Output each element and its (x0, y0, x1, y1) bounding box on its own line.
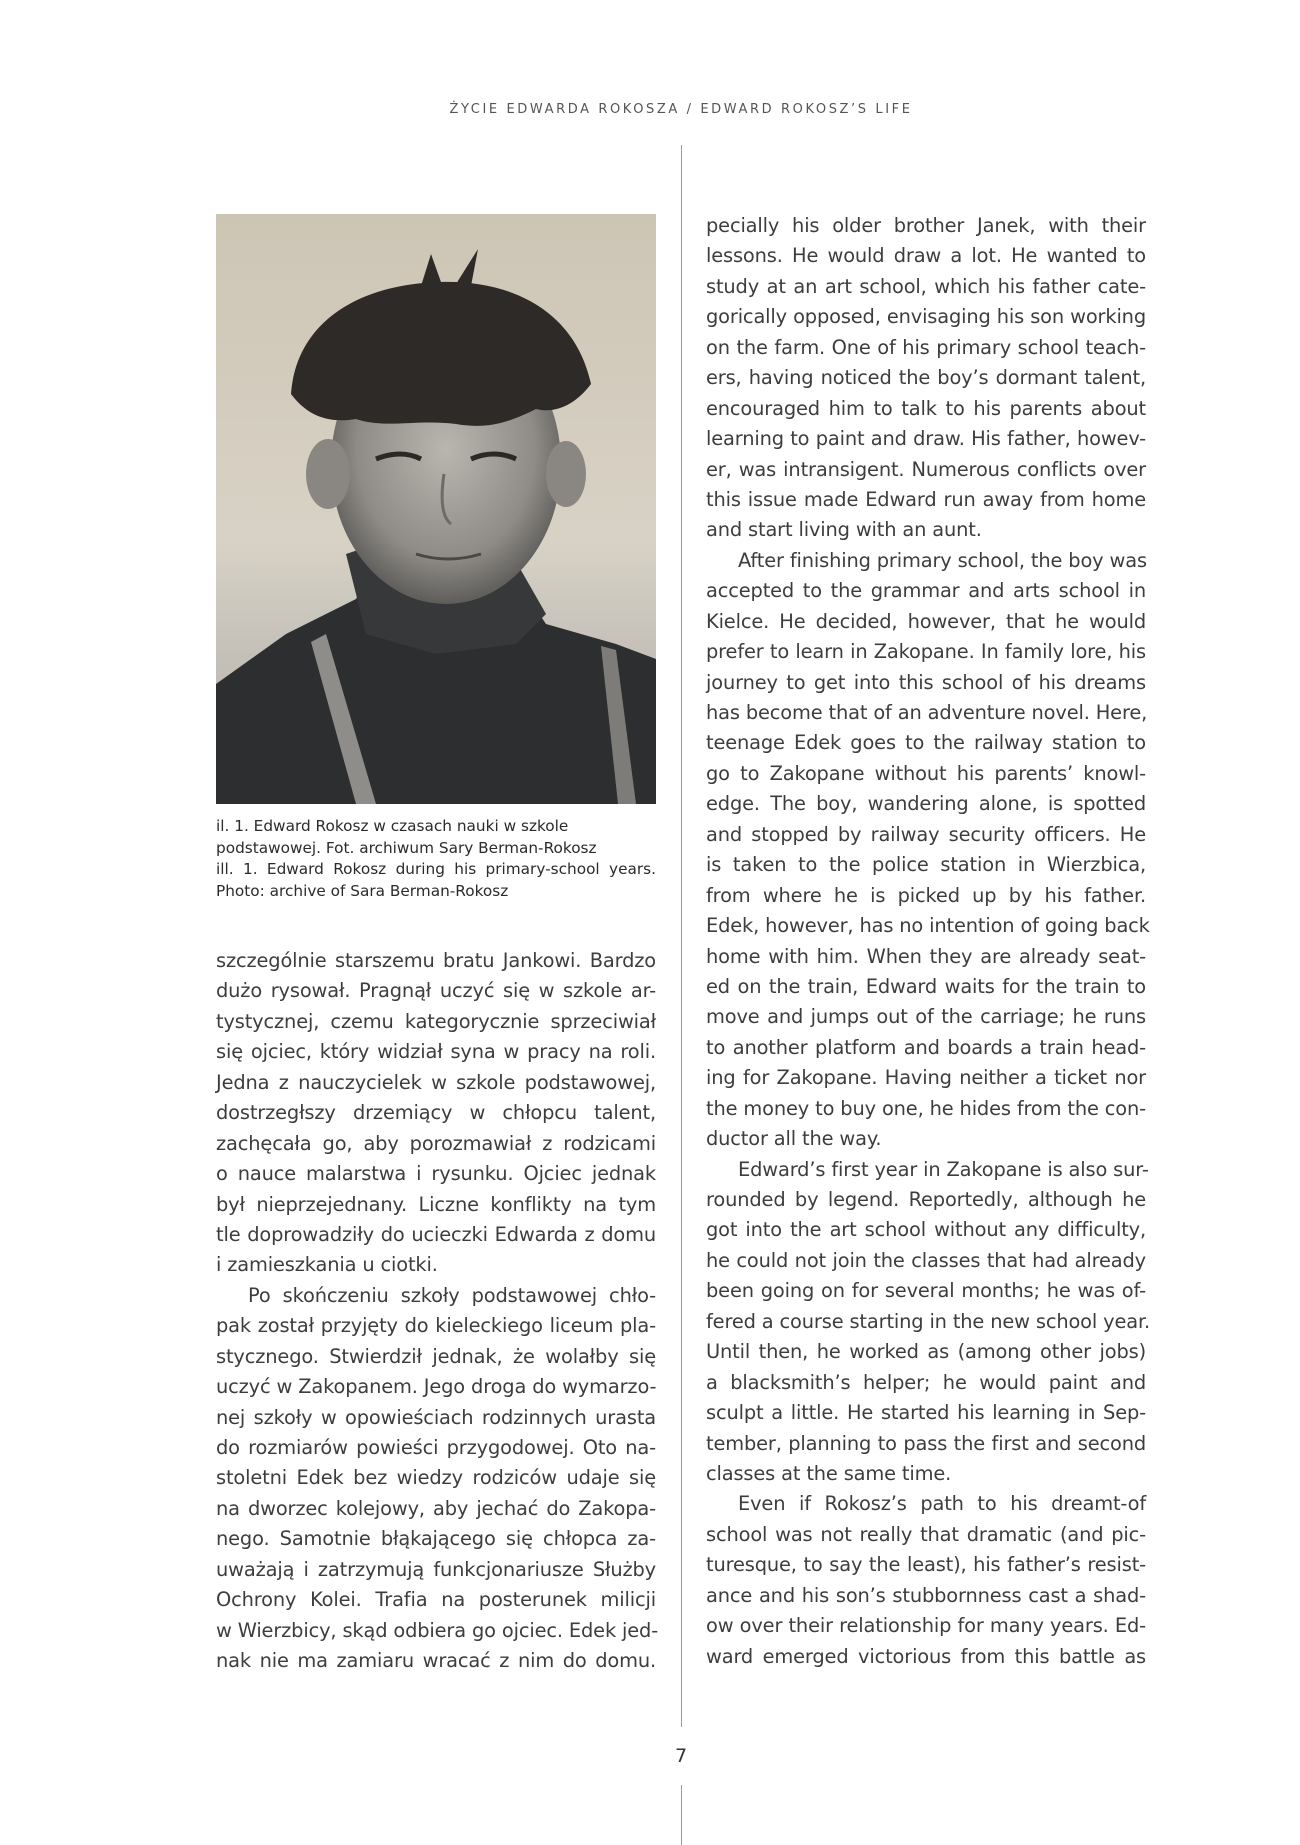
text-line: from where he is picked up by his father. (706, 883, 1146, 907)
caption-line-en-1: ill. 1. Edward Rokosz during his primary-school years. (216, 860, 656, 878)
text-line: zachęcała go, aby porozmawiał z rodzicami (216, 1131, 656, 1155)
text-line: is taken to the police station in Wierzbica, (706, 853, 1146, 877)
text-line: sculpt a little. He started his learning in Sep- (706, 1401, 1146, 1425)
text-line: ductor all the way. (706, 1127, 882, 1151)
text-line: Kielce. He decided, however, that he would (706, 609, 1146, 633)
text-line: nej szkoły w opowieściach rodzinnych urasta (216, 1405, 656, 1429)
text-line: study at an art school, which his father cate- (706, 274, 1146, 298)
running-head: ŻYCIE EDWARDA ROKOSZA / EDWARD ROKOSZ’S LIFE (449, 102, 913, 117)
text-line: to another platform and boards a train head- (706, 1035, 1146, 1059)
text-line: er, was intransigent. Numerous conflicts over (706, 457, 1146, 481)
text-line: tember, planning to pass the first and second (706, 1431, 1146, 1455)
text-line: stycznego. Stwierdził jednak, że wolałby się (216, 1344, 656, 1368)
text-line: gorically opposed, envisaging his son working (706, 305, 1146, 329)
text-line: nak nie ma zamiaru wracać z nim do domu. (216, 1649, 656, 1673)
text-line: ow over their relationship for many years. Ed- (706, 1614, 1146, 1638)
text-line: ed on the train, Edward waits for the train to (706, 974, 1146, 998)
text-line: nego. Samotnie błąkającego się chłopca za- (216, 1527, 656, 1551)
page-number: 7 (674, 1745, 688, 1767)
text-line: a blacksmith’s helper; he would paint and (706, 1370, 1146, 1394)
column-divider-lower (681, 1785, 682, 1845)
text-line: journey to get into this school of his dreams (706, 670, 1146, 694)
text-line: home with him. When they are already seat- (706, 944, 1146, 968)
text-line: classes at the same time. (706, 1461, 952, 1485)
text-line: and stopped by railway security officers. He (706, 822, 1146, 846)
text-line: turesque, to say the least), his father’s resist- (706, 1553, 1146, 1577)
text-line: uczyć w Zakopanem. Jego droga do wymarzo- (216, 1375, 657, 1399)
text-line: się ojciec, który widział syna w pracy na roli. (216, 1040, 656, 1064)
text-line: this issue made Edward run away from home (706, 487, 1146, 511)
text-line: tle doprowadziły do ucieczki Edwarda z domu (216, 1222, 656, 1246)
text-line: accepted to the grammar and arts school in (706, 579, 1146, 603)
text-line: ers, having noticed the boy’s dormant talent, (706, 366, 1146, 390)
caption-line-pl-1: il. 1. Edward Rokosz w czasach nauki w szkole (216, 817, 569, 835)
text-line: na dworzec kolejowy, aby jechać do Zakopa- (216, 1496, 656, 1520)
text-line: dostrzegłszy drzemiący w chłopcu talent, (216, 1101, 656, 1125)
text-line: pak został przyjęty do kieleckiego liceum pla- (216, 1314, 656, 1338)
text-line: ance and his son’s stubbornness cast a shad- (706, 1583, 1146, 1607)
text-line: tystycznej, czemu kategorycznie sprzeciwiał (216, 1009, 656, 1033)
text-line: Jedna z nauczycielek w szkole podstawowej, (216, 1070, 656, 1094)
text-line: stoletni Edek bez wiedzy rodziców udaje się (216, 1466, 656, 1490)
text-line: szczególnie starszemu bratu Jankowi. Bardzo (216, 949, 656, 972)
text-line: After finishing primary school, the boy was (738, 548, 1147, 572)
text-line: Until then, he worked as (among other jobs) (706, 1340, 1146, 1364)
text-line: do rozmiarów powieści przygodowej. Oto na- (216, 1436, 656, 1459)
text-line: encouraged him to talk to his parents about (706, 396, 1146, 420)
text-line: był nieprzejednany. Liczne konflikty na tym (216, 1192, 656, 1216)
text-line: Ochrony Kolei. Trafia na posterunek milicji (216, 1588, 656, 1612)
portrait-photo (216, 214, 656, 804)
text-line: Po skończeniu szkoły podstawowej chło- (248, 1283, 656, 1307)
text-line: o nauce malarstwa i rysunku. Ojciec jednak (216, 1162, 656, 1186)
text-line: learning to paint and draw. His father, howev- (706, 427, 1146, 451)
text-line: ing for Zakopane. Having neither a ticket nor (706, 1066, 1146, 1090)
text-line: the money to buy one, he hides from the con- (706, 1096, 1146, 1120)
text-line: rounded by legend. Reportedly, although he (706, 1188, 1146, 1211)
caption-line-pl-2: podstawowej. Fot. archiwum Sary Berman-Rokosz (216, 838, 597, 857)
text-line: uważają i zatrzymują funkcjonariusze Służby (216, 1557, 656, 1581)
text-line: Edward’s first year in Zakopane is also sur- (738, 1157, 1149, 1181)
left-column-text (216, 946, 659, 1677)
text-line: move and jumps out of the carriage; he runs (706, 1005, 1146, 1029)
text-line: Edek, however, has no intention of going back (706, 914, 1150, 938)
figure-caption (216, 816, 656, 902)
text-line: prefer to learn in Zakopane. In family lore, his (706, 640, 1146, 664)
text-line: ward emerged victorious from this battle as (706, 1644, 1146, 1668)
text-line: teenage Edek goes to the railway station to (706, 731, 1146, 755)
text-line: go to Zakopane without his parents’ knowl- (706, 761, 1146, 785)
text-line: has become that of an adventure novel. Here, (706, 701, 1148, 724)
text-line: lessons. He would draw a lot. He wanted to (706, 244, 1146, 268)
text-line: i zamieszkania u ciotki. (216, 1253, 438, 1277)
text-line: been going on for several months; he was of- (706, 1279, 1146, 1303)
text-line: and start living with an aunt. (706, 518, 982, 542)
text-line: on the farm. One of his primary school teach- (706, 335, 1146, 359)
text-line: edge. The boy, wandering alone, is spotted (706, 792, 1146, 816)
right-column-text (706, 211, 1151, 1672)
text-line: w Wierzbicy, skąd odbiera go ojciec. Edek jed- (216, 1618, 659, 1642)
text-line: pecially his older brother Janek, with their (706, 214, 1146, 237)
column-divider (681, 145, 682, 1727)
text-line: got into the art school without any difficulty, (706, 1218, 1146, 1242)
caption-line-en-2: Photo: archive of Sara Berman-Rokosz (216, 881, 509, 900)
text-line: school was not really that dramatic (and pic- (706, 1522, 1146, 1546)
text-line: dużo rysował. Pragnął uczyć się w szkole ar- (216, 979, 656, 1003)
text-line: fered a course starting in the new school year. (706, 1309, 1151, 1333)
text-line: he could not join the classes that had already (706, 1248, 1146, 1272)
text-line: Even if Rokosz’s path to his dreamt-of (738, 1492, 1146, 1516)
portrait-illustration (216, 214, 656, 804)
